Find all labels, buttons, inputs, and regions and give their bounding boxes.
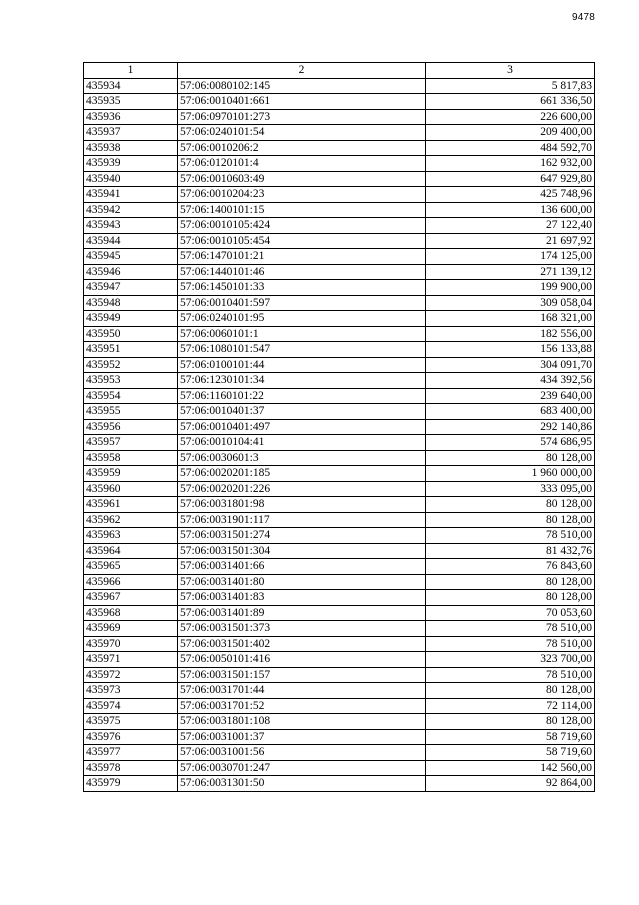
record-number-cell: 435943 <box>84 218 178 234</box>
record-number-cell: 435936 <box>84 109 178 125</box>
table-row <box>84 450 595 466</box>
table-row <box>84 698 595 714</box>
cadastral-number-cell: 57:06:0010401:497 <box>178 419 426 435</box>
table-row <box>84 559 595 575</box>
record-number-cell: 435935 <box>84 94 178 110</box>
table-row <box>84 357 595 373</box>
column-header-3: 3 <box>426 63 595 79</box>
cadastral-number-cell: 57:06:0010105:424 <box>178 218 426 234</box>
table-row <box>84 78 595 94</box>
table-row <box>84 171 595 187</box>
record-number-cell: 435939 <box>84 156 178 172</box>
cadastral-number-cell: 57:06:1470101:21 <box>178 249 426 265</box>
table-row <box>84 652 595 668</box>
record-number-cell: 435969 <box>84 621 178 637</box>
record-number-cell: 435953 <box>84 373 178 389</box>
cadastral-number-cell: 57:06:0031001:56 <box>178 745 426 761</box>
record-number-cell: 435938 <box>84 140 178 156</box>
cadastral-number-cell: 57:06:0020201:185 <box>178 466 426 482</box>
record-number-cell: 435957 <box>84 435 178 451</box>
record-number-cell: 435954 <box>84 388 178 404</box>
record-number-cell: 435952 <box>84 357 178 373</box>
table-row <box>84 373 595 389</box>
record-number-cell: 435975 <box>84 714 178 730</box>
value-cell: 76 843,60 <box>426 559 595 575</box>
record-number-cell: 435950 <box>84 326 178 342</box>
value-cell: 70 053,60 <box>426 605 595 621</box>
table-row <box>84 636 595 652</box>
table-row <box>84 326 595 342</box>
record-number-cell: 435973 <box>84 683 178 699</box>
record-number-cell: 435974 <box>84 698 178 714</box>
cadastral-number-cell: 57:06:0031701:52 <box>178 698 426 714</box>
record-number-cell: 435949 <box>84 311 178 327</box>
cadastral-number-cell: 57:06:0010204:23 <box>178 187 426 203</box>
table-row <box>84 605 595 621</box>
cadastral-number-cell: 57:06:0010401:37 <box>178 404 426 420</box>
value-cell: 78 510,00 <box>426 621 595 637</box>
table-row <box>84 233 595 249</box>
record-number-cell: 435960 <box>84 481 178 497</box>
table-body <box>84 78 595 791</box>
cadastral-number-cell: 57:06:0031901:117 <box>178 512 426 528</box>
value-cell: 80 128,00 <box>426 450 595 466</box>
record-number-cell: 435959 <box>84 466 178 482</box>
cadastral-number-cell: 57:06:0240101:54 <box>178 125 426 141</box>
table-row <box>84 745 595 761</box>
cadastral-number-cell: 57:06:0031701:44 <box>178 683 426 699</box>
table-row <box>84 295 595 311</box>
cadastral-number-cell: 57:06:0031501:402 <box>178 636 426 652</box>
table-row <box>84 466 595 482</box>
cadastral-number-cell: 57:06:0031501:274 <box>178 528 426 544</box>
value-cell: 425 748,96 <box>426 187 595 203</box>
record-number-cell: 435955 <box>84 404 178 420</box>
value-cell: 27 122,40 <box>426 218 595 234</box>
cadastral-number-cell: 57:06:0010105:454 <box>178 233 426 249</box>
table-row <box>84 543 595 559</box>
cadastral-number-cell: 57:06:0031501:373 <box>178 621 426 637</box>
record-number-cell: 435958 <box>84 450 178 466</box>
record-number-cell: 435965 <box>84 559 178 575</box>
value-cell: 78 510,00 <box>426 528 595 544</box>
table-row <box>84 590 595 606</box>
cadastral-number-cell: 57:06:0080102:145 <box>178 78 426 94</box>
cadastral-number-cell: 57:06:0031801:98 <box>178 497 426 513</box>
value-cell: 239 640,00 <box>426 388 595 404</box>
value-cell: 574 686,95 <box>426 435 595 451</box>
value-cell: 484 592,70 <box>426 140 595 156</box>
table-row <box>84 714 595 730</box>
table-row <box>84 94 595 110</box>
table-row <box>84 342 595 358</box>
value-cell: 333 095,00 <box>426 481 595 497</box>
value-cell: 271 139,12 <box>426 264 595 280</box>
record-number-cell: 435967 <box>84 590 178 606</box>
value-cell: 58 719,60 <box>426 745 595 761</box>
record-number-cell: 435937 <box>84 125 178 141</box>
record-number-cell: 435946 <box>84 264 178 280</box>
value-cell: 182 556,00 <box>426 326 595 342</box>
record-number-cell: 435962 <box>84 512 178 528</box>
value-cell: 156 133,88 <box>426 342 595 358</box>
registry-table <box>83 62 595 792</box>
value-cell: 72 114,00 <box>426 698 595 714</box>
value-cell: 162 932,00 <box>426 156 595 172</box>
table-row <box>84 528 595 544</box>
record-number-cell: 435963 <box>84 528 178 544</box>
cadastral-number-cell: 57:06:0120101:4 <box>178 156 426 172</box>
table-row <box>84 202 595 218</box>
record-number-cell: 435944 <box>84 233 178 249</box>
value-cell: 323 700,00 <box>426 652 595 668</box>
record-number-cell: 435978 <box>84 760 178 776</box>
value-cell: 309 058,04 <box>426 295 595 311</box>
record-number-cell: 435951 <box>84 342 178 358</box>
header-row <box>84 63 595 79</box>
value-cell: 1 960 000,00 <box>426 466 595 482</box>
value-cell: 92 864,00 <box>426 776 595 792</box>
value-cell: 78 510,00 <box>426 636 595 652</box>
value-cell: 80 128,00 <box>426 574 595 590</box>
record-number-cell: 435977 <box>84 745 178 761</box>
cadastral-number-cell: 57:06:0031501:304 <box>178 543 426 559</box>
cadastral-number-cell: 57:06:0030701:247 <box>178 760 426 776</box>
table-row <box>84 388 595 404</box>
value-cell: 5 817,83 <box>426 78 595 94</box>
cadastral-number-cell: 57:06:0031501:157 <box>178 667 426 683</box>
cadastral-number-cell: 57:06:0031401:89 <box>178 605 426 621</box>
value-cell: 683 400,00 <box>426 404 595 420</box>
cadastral-number-cell: 57:06:0031001:37 <box>178 729 426 745</box>
table-row <box>84 109 595 125</box>
record-number-cell: 435942 <box>84 202 178 218</box>
cadastral-number-cell: 57:06:1440101:46 <box>178 264 426 280</box>
table-row <box>84 621 595 637</box>
value-cell: 647 929,80 <box>426 171 595 187</box>
cadastral-number-cell: 57:06:0031401:66 <box>178 559 426 575</box>
table-row <box>84 512 595 528</box>
record-number-cell: 435941 <box>84 187 178 203</box>
table-row <box>84 140 595 156</box>
cadastral-number-cell: 57:06:0031401:80 <box>178 574 426 590</box>
cadastral-number-cell: 57:06:0010206:2 <box>178 140 426 156</box>
table-row <box>84 249 595 265</box>
cadastral-number-cell: 57:06:0031301:50 <box>178 776 426 792</box>
record-number-cell: 435947 <box>84 280 178 296</box>
cadastral-number-cell: 57:06:1160101:22 <box>178 388 426 404</box>
cadastral-number-cell: 57:06:0970101:273 <box>178 109 426 125</box>
value-cell: 142 560,00 <box>426 760 595 776</box>
cadastral-number-cell: 57:06:1450101:33 <box>178 280 426 296</box>
cadastral-number-cell: 57:06:1230101:34 <box>178 373 426 389</box>
column-header-1: 1 <box>84 63 178 79</box>
cadastral-number-cell: 57:06:0020201:226 <box>178 481 426 497</box>
value-cell: 80 128,00 <box>426 714 595 730</box>
table-row <box>84 419 595 435</box>
value-cell: 168 321,00 <box>426 311 595 327</box>
record-number-cell: 435979 <box>84 776 178 792</box>
cadastral-number-cell: 57:06:0010401:661 <box>178 94 426 110</box>
record-number-cell: 435976 <box>84 729 178 745</box>
value-cell: 304 091,70 <box>426 357 595 373</box>
table-row <box>84 187 595 203</box>
table-row <box>84 683 595 699</box>
value-cell: 292 140,86 <box>426 419 595 435</box>
cadastral-number-cell: 57:06:0031401:83 <box>178 590 426 606</box>
cadastral-number-cell: 57:06:0050101:416 <box>178 652 426 668</box>
record-number-cell: 435970 <box>84 636 178 652</box>
cadastral-number-cell: 57:06:1400101:15 <box>178 202 426 218</box>
table-row <box>84 311 595 327</box>
value-cell: 199 900,00 <box>426 280 595 296</box>
table-row <box>84 125 595 141</box>
page-number: 9478 <box>571 12 595 23</box>
cadastral-number-cell: 57:06:0010104:41 <box>178 435 426 451</box>
table-row <box>84 435 595 451</box>
value-cell: 80 128,00 <box>426 497 595 513</box>
record-number-cell: 435964 <box>84 543 178 559</box>
cadastral-number-cell: 57:06:0010603:49 <box>178 171 426 187</box>
table-row <box>84 574 595 590</box>
table-row <box>84 280 595 296</box>
table-row <box>84 667 595 683</box>
cadastral-number-cell: 57:06:0031801:108 <box>178 714 426 730</box>
value-cell: 21 697,92 <box>426 233 595 249</box>
cadastral-number-cell: 57:06:0010401:597 <box>178 295 426 311</box>
value-cell: 58 719,60 <box>426 729 595 745</box>
table-row <box>84 404 595 420</box>
record-number-cell: 435940 <box>84 171 178 187</box>
cadastral-number-cell: 57:06:0240101:95 <box>178 311 426 327</box>
value-cell: 81 432,76 <box>426 543 595 559</box>
record-number-cell: 435948 <box>84 295 178 311</box>
column-header-2: 2 <box>178 63 426 79</box>
cadastral-number-cell: 57:06:0030601:3 <box>178 450 426 466</box>
value-cell: 434 392,56 <box>426 373 595 389</box>
table-row <box>84 156 595 172</box>
table-row <box>84 264 595 280</box>
record-number-cell: 435961 <box>84 497 178 513</box>
record-number-cell: 435966 <box>84 574 178 590</box>
value-cell: 80 128,00 <box>426 512 595 528</box>
record-number-cell: 435971 <box>84 652 178 668</box>
record-number-cell: 435956 <box>84 419 178 435</box>
value-cell: 136 600,00 <box>426 202 595 218</box>
value-cell: 226 600,00 <box>426 109 595 125</box>
value-cell: 661 336,50 <box>426 94 595 110</box>
cadastral-number-cell: 57:06:1080101:547 <box>178 342 426 358</box>
table-row <box>84 481 595 497</box>
table-row <box>84 760 595 776</box>
value-cell: 78 510,00 <box>426 667 595 683</box>
table-row <box>84 218 595 234</box>
cadastral-number-cell: 57:06:0060101:1 <box>178 326 426 342</box>
value-cell: 80 128,00 <box>426 683 595 699</box>
value-cell: 209 400,00 <box>426 125 595 141</box>
cadastral-number-cell: 57:06:0100101:44 <box>178 357 426 373</box>
record-number-cell: 435968 <box>84 605 178 621</box>
table-row <box>84 729 595 745</box>
record-number-cell: 435934 <box>84 78 178 94</box>
value-cell: 80 128,00 <box>426 590 595 606</box>
table-row <box>84 776 595 792</box>
record-number-cell: 435972 <box>84 667 178 683</box>
record-number-cell: 435945 <box>84 249 178 265</box>
table-header <box>84 63 595 79</box>
table-row <box>84 497 595 513</box>
value-cell: 174 125,00 <box>426 249 595 265</box>
